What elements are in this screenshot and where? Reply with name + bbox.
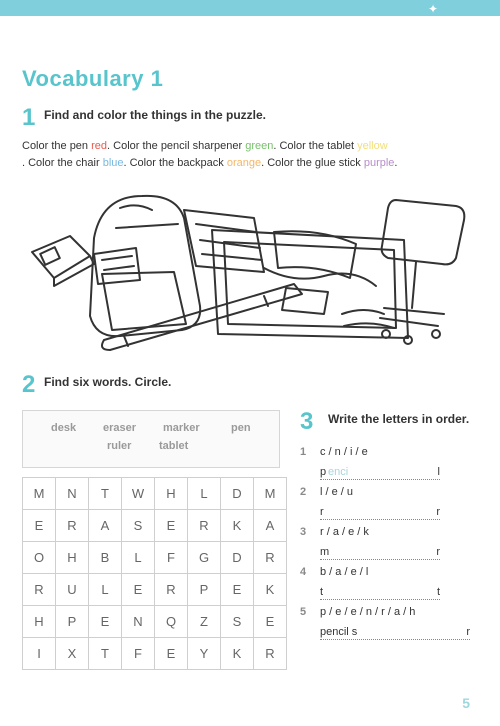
top-banner <box>0 0 500 16</box>
answer-start: r <box>320 506 324 518</box>
exercise-1-number: 1 <box>22 104 36 131</box>
item-number: 3 <box>300 526 307 538</box>
answer-line[interactable] <box>320 546 440 560</box>
grid-letter-cell[interactable]: M <box>23 478 56 510</box>
scrambled-letters: l / e / u <box>320 486 354 498</box>
grid-letter-cell[interactable]: L <box>188 478 221 510</box>
exercise-1-instructions <box>22 138 482 172</box>
color-word-red: red <box>91 140 108 152</box>
word-bank-item: ruler <box>107 440 132 452</box>
grid-letter-cell[interactable]: B <box>89 542 122 574</box>
answer-line[interactable] <box>320 506 440 520</box>
grid-letter-cell[interactable]: T <box>89 638 122 670</box>
answer-end: r <box>436 546 440 558</box>
exercise-3-heading: Write the letters in order. <box>328 412 470 426</box>
grid-letter-cell[interactable]: H <box>23 606 56 638</box>
grid-letter-cell[interactable]: N <box>122 606 155 638</box>
exercise-2-number: 2 <box>22 371 36 398</box>
grid-letter-cell[interactable]: R <box>188 510 221 542</box>
instruction-text: Color the pen <box>22 140 92 152</box>
word-search-grid[interactable] <box>22 477 287 670</box>
grid-letter-cell[interactable]: E <box>155 510 188 542</box>
answer-line[interactable] <box>320 466 440 480</box>
grid-letter-cell[interactable]: E <box>23 510 56 542</box>
answer-end: l <box>437 466 440 478</box>
grid-letter-cell[interactable]: A <box>254 510 287 542</box>
grid-letter-cell[interactable]: A <box>89 510 122 542</box>
grid-letter-cell[interactable]: D <box>221 478 254 510</box>
word-bank <box>22 410 280 468</box>
instruction-text: . Color the backpack <box>123 157 227 169</box>
grid-letter-cell[interactable]: G <box>188 542 221 574</box>
word-bank-item: desk <box>51 422 77 434</box>
grid-letter-cell[interactable]: W <box>122 478 155 510</box>
grid-letter-cell[interactable]: K <box>221 638 254 670</box>
grid-letter-cell[interactable]: S <box>122 510 155 542</box>
grid-letter-cell[interactable]: E <box>89 606 122 638</box>
grid-letter-cell[interactable]: R <box>254 638 287 670</box>
grid-letter-cell[interactable]: R <box>254 542 287 574</box>
answer-start: pencil s <box>320 626 358 638</box>
item-number: 5 <box>300 606 307 618</box>
answer-start: p <box>320 466 327 478</box>
grid-letter-cell[interactable]: L <box>89 574 122 606</box>
item-number: 4 <box>300 566 307 578</box>
color-word-purple: purple <box>363 157 395 169</box>
scrambled-letters: p / e / e / n / r / a / h <box>320 606 416 618</box>
color-word-yellow: yellow <box>357 140 388 152</box>
answer-end: r <box>436 506 440 518</box>
grid-letter-cell[interactable]: F <box>122 638 155 670</box>
instruction-text: . <box>394 157 398 169</box>
instruction-text: . Color the glue stick <box>261 157 364 169</box>
grid-letter-cell[interactable]: L <box>122 542 155 574</box>
item-number: 1 <box>300 446 307 458</box>
grid-letter-cell[interactable]: R <box>56 510 89 542</box>
word-bank-item: pen <box>231 422 251 434</box>
grid-letter-cell[interactable]: N <box>56 478 89 510</box>
grid-row <box>23 542 287 574</box>
word-bank-item: marker <box>163 422 200 434</box>
color-word-blue: blue <box>102 157 124 169</box>
grid-row <box>23 478 287 510</box>
grid-letter-cell[interactable]: I <box>23 638 56 670</box>
grid-letter-cell[interactable]: R <box>155 574 188 606</box>
scrambled-letters: r / a / e / k <box>320 526 369 538</box>
grid-letter-cell[interactable]: E <box>254 606 287 638</box>
answer-start: t <box>320 586 324 598</box>
page-number: 5 <box>462 695 470 711</box>
color-word-green: green <box>245 140 274 152</box>
answer-hint: enci <box>328 466 349 478</box>
exercise-1-heading: Find and color the things in the puzzle. <box>44 108 266 122</box>
grid-letter-cell[interactable]: Z <box>188 606 221 638</box>
instruction-text: . Color the tablet <box>273 140 358 152</box>
page-title: Vocabulary 1 <box>22 66 164 91</box>
glue-stick-outline <box>184 210 264 272</box>
grid-letter-cell[interactable]: H <box>155 478 188 510</box>
grid-row <box>23 606 287 638</box>
grid-row <box>23 574 287 606</box>
exercise-3-number: 3 <box>300 408 314 435</box>
grid-letter-cell[interactable]: T <box>89 478 122 510</box>
grid-letter-cell[interactable]: S <box>221 606 254 638</box>
grid-letter-cell[interactable]: R <box>23 574 56 606</box>
grid-letter-cell[interactable]: H <box>56 542 89 574</box>
grid-row <box>23 510 287 542</box>
scrambled-letters: b / a / e / l <box>320 566 369 578</box>
grid-row <box>23 638 287 670</box>
grid-letter-cell[interactable]: P <box>56 606 89 638</box>
instruction-text: . Color the pencil sharpener <box>107 140 246 152</box>
grid-letter-cell[interactable]: E <box>221 574 254 606</box>
backpack-pocket <box>102 272 186 330</box>
answer-start: m <box>320 546 330 558</box>
grid-letter-cell[interactable]: E <box>155 638 188 670</box>
answer-end: t <box>436 586 440 598</box>
color-word-orange: orange <box>226 157 262 169</box>
grid-letter-cell[interactable]: P <box>188 574 221 606</box>
grid-letter-cell[interactable]: O <box>23 542 56 574</box>
grid-letter-cell[interactable]: D <box>221 542 254 574</box>
answer-line[interactable] <box>320 626 470 640</box>
item-number: 2 <box>300 486 307 498</box>
grid-letter-cell[interactable]: F <box>155 542 188 574</box>
exercise-2-heading: Find six words. Circle. <box>44 375 172 389</box>
puzzle-line-drawing[interactable] <box>24 188 476 364</box>
word-bank-item: tablet <box>159 440 189 452</box>
grid-letter-cell[interactable]: Y <box>188 638 221 670</box>
grid-letter-cell[interactable]: U <box>56 574 89 606</box>
grid-letter-cell[interactable]: K <box>254 574 287 606</box>
grid-letter-cell[interactable]: K <box>221 510 254 542</box>
grid-letter-cell[interactable]: E <box>122 574 155 606</box>
grid-letter-cell[interactable]: Q <box>155 606 188 638</box>
pencil-sharpener-outline <box>32 236 94 286</box>
grid-letter-cell[interactable]: M <box>254 478 287 510</box>
word-bank-item: eraser <box>103 422 137 434</box>
sparkle-icon: ✦ <box>427 2 438 16</box>
instruction-text: . Color the chair <box>22 157 103 169</box>
scrambled-letters: c / n / i / e <box>320 446 368 458</box>
pen-outline <box>102 284 302 350</box>
answer-line[interactable] <box>320 586 440 600</box>
grid-letter-cell[interactable]: X <box>56 638 89 670</box>
answer-end: r <box>466 626 470 638</box>
